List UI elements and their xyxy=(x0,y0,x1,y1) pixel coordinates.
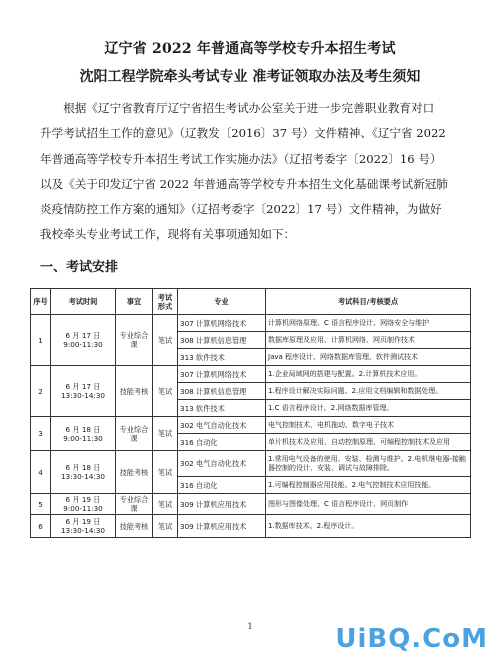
cell-subjects: Java 程序设计、网络数据库管理、软件测试技术 xyxy=(266,349,471,366)
exam-time-range: 9:00-11:30 xyxy=(63,340,103,349)
cell-subjects: 1.程序设计解决实际问题。2.应用文档编辑和数据处理。 xyxy=(266,383,471,400)
cell-no: 5 xyxy=(31,494,51,515)
exam-time-range: 13:30-14:30 xyxy=(60,526,106,535)
exam-time-range: 9:00-11:30 xyxy=(63,433,103,443)
cell-form: 笔试 xyxy=(153,417,178,451)
table-body xyxy=(31,315,471,538)
header-subjects: 考试科目/考核要点 xyxy=(266,289,471,315)
cell-subjects: 1.可编程控制器应用技能。2.电气控制技术应用技能。 xyxy=(266,477,471,494)
cell-major: 309 计算机应用技术 xyxy=(178,515,266,538)
cell-major: 307 计算机网络技术 xyxy=(178,315,266,332)
table-row xyxy=(31,451,471,477)
cell-major: 313 软件技术 xyxy=(178,349,266,366)
cell-major: 309 计算机应用技术 xyxy=(178,494,266,515)
cell-form: 笔试 xyxy=(153,315,178,366)
table-row xyxy=(31,417,471,434)
cell-subjects: 1.C 语言程序设计。2.网络数据库管理。 xyxy=(266,400,471,417)
exam-time-range: 13:30-14:30 xyxy=(60,391,106,400)
page-number: 1 xyxy=(247,622,253,631)
intro-line: 根据《辽宁省教育厅辽宁省招生考试办公室关于进一步完善职业教育对口 xyxy=(63,101,435,115)
cell-major: 313 软件技术 xyxy=(178,400,266,417)
cell-time xyxy=(51,494,116,515)
exam-schedule-table xyxy=(30,288,471,538)
cell-subjects: 1.企业局域网的搭建与配置。2.计算机技术应用。 xyxy=(266,366,471,383)
cell-major: 316 自动化 xyxy=(178,434,266,451)
table-header-row xyxy=(31,289,471,315)
cell-form: 笔试 xyxy=(153,451,178,494)
exam-date: 6 月 19 日 xyxy=(65,495,101,504)
cell-subjects: 计算机网络原理、C 语言程序设计、网络安全与维护 xyxy=(266,315,471,332)
header-form: 考试形式 xyxy=(153,289,178,315)
cell-item: 技能考核 xyxy=(116,366,153,417)
cell-subjects: 1.常用电气设备的使用、安装、检测与维护。2.电机继电器-接触器控制的设计、安装、调试与故障排除。 xyxy=(266,451,471,477)
exam-time-range: 13:30-14:30 xyxy=(60,472,106,481)
cell-major: 302 电气自动化技术 xyxy=(178,417,266,434)
header-no: 序号 xyxy=(31,289,51,315)
intro-line: 我校牵头专业考试工作，现将有关事项通知如下： xyxy=(40,227,296,242)
cell-item: 技能考核 xyxy=(116,515,153,538)
cell-item: 技能考核 xyxy=(116,451,153,494)
cell-time xyxy=(51,451,116,494)
intro-line: 炎疫情防控工作方案的通知》（辽招考委字〔2022〕17 号）文件精神，为做好 xyxy=(40,202,442,217)
intro-paragraph xyxy=(40,96,468,248)
cell-no: 4 xyxy=(31,451,51,494)
exam-date: 6 月 18 日 xyxy=(65,424,101,434)
watermark: UiBQ.CoM xyxy=(335,624,488,654)
cell-subjects: 单片机技术及应用、自动控制原理、可编程控制技术及应用 xyxy=(266,434,471,451)
header-item: 事宜 xyxy=(116,289,153,315)
cell-subjects: 1.数据库技术。2.程序设计。 xyxy=(266,515,471,538)
cell-form: 笔试 xyxy=(153,515,178,538)
document-subtitle: 沈阳工程学院牵头考试专业 准考证领取办法及考生须知 xyxy=(79,69,421,85)
cell-form: 笔试 xyxy=(153,494,178,515)
intro-line: 以及《关于印发辽宁省 2022 年普通高等学校专升本招生文化基础课考试新冠肺 xyxy=(40,176,448,191)
table-row xyxy=(31,366,471,383)
cell-time xyxy=(51,515,116,538)
cell-subjects: 数据库原理及应用、计算机网络、网页制作技术 xyxy=(266,332,471,349)
cell-major: 307 计算机网络技术 xyxy=(178,366,266,383)
table-row xyxy=(31,494,471,515)
cell-subjects: 图形与图像处理、C 语言程序设计、网页制作 xyxy=(266,494,471,515)
exam-date: 6 月 17 日 xyxy=(65,331,101,340)
cell-no: 1 xyxy=(31,315,51,366)
cell-major: 302 电气自动化技术 xyxy=(178,451,266,477)
cell-time xyxy=(51,417,116,451)
cell-time xyxy=(51,366,116,417)
cell-no: 3 xyxy=(31,417,51,451)
intro-line: 年普通高等学校专升本招生考试工作实施办法》（辽招考委字〔2022〕16 号） xyxy=(40,151,442,166)
cell-form: 笔试 xyxy=(153,366,178,417)
section-heading: 一、考试安排 xyxy=(40,260,119,275)
cell-no: 6 xyxy=(31,515,51,538)
cell-no: 2 xyxy=(31,366,51,417)
table-row xyxy=(31,515,471,538)
cell-item: 专业综合课 xyxy=(116,417,153,451)
header-time: 考试时间 xyxy=(51,289,116,315)
cell-major: 316 自动化 xyxy=(178,477,266,494)
exam-date: 6 月 18 日 xyxy=(65,463,101,472)
intro-line: 升学考试招生工作的意见》（辽教发〔2016〕37 号）文件精神、《辽宁省 2022 xyxy=(40,126,446,141)
cell-subjects: 电气控制技术、电机拖动、数字电子技术 xyxy=(266,417,471,434)
exam-time-range: 9:00-11:30 xyxy=(63,504,103,513)
cell-major: 308 计算机信息管理 xyxy=(178,332,266,349)
table-row xyxy=(31,315,471,332)
cell-item: 专业综合课 xyxy=(116,494,153,515)
cell-major: 308 计算机信息管理 xyxy=(178,383,266,400)
header-major: 专业 xyxy=(178,289,266,315)
cell-item: 专业综合课 xyxy=(116,315,153,366)
exam-date: 6 月 17 日 xyxy=(65,382,101,391)
document-title: 辽宁省 2022 年普通高等学校专升本招生考试 xyxy=(104,41,396,57)
exam-date: 6 月 19 日 xyxy=(65,517,101,526)
cell-time xyxy=(51,315,116,366)
